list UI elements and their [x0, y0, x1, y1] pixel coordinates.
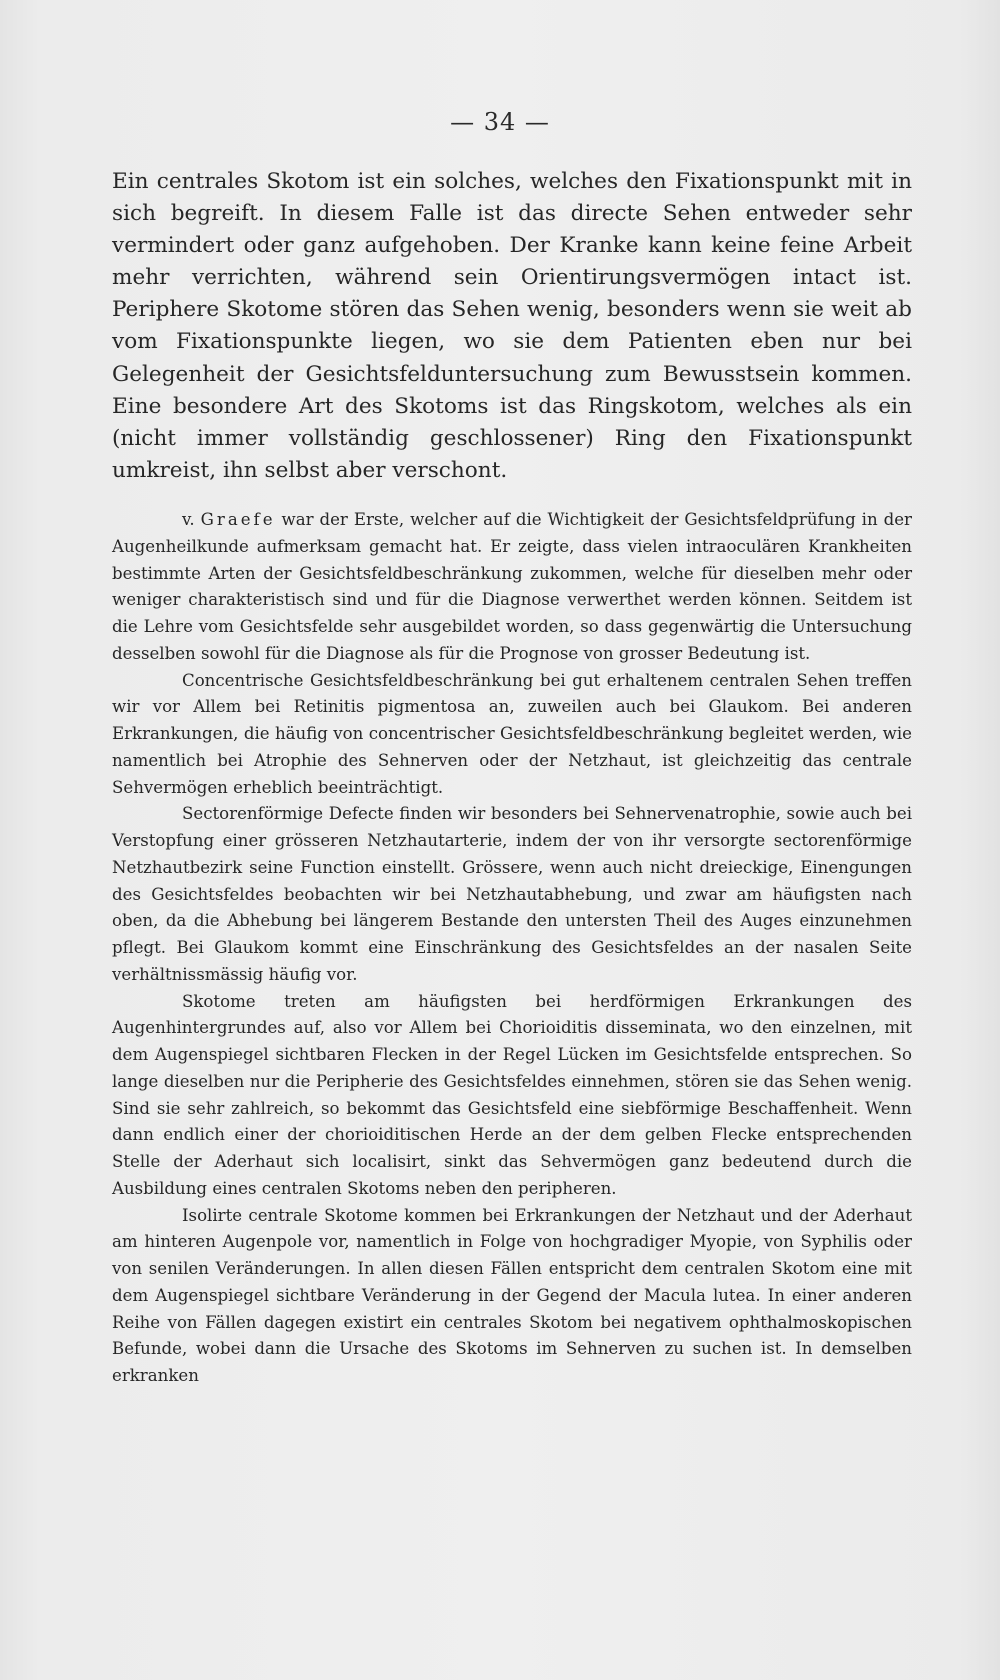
page-number: — 34 — — [450, 108, 550, 136]
paragraph-sector-defects: Sectorenförmige Defecte finden wir besonders bei Sehnervenatrophie, sowie auch bei Verstopfung einer grösseren Netzhautarterie, indem der von ihr versorgte sectorenförmige Netzhautbezirk seine Function einstellt. Grössere, wenn auch nicht dreieckige, Einengungen des Gesichtsfeldes beobachten wir bei Netzhautabhebung, und zwar am häufigsten nach oben, da die Abhebung bei längerem Bestande den untersten Theil des Auges einzunehmen pflegt. Bei Glaukom kommt eine Einschränkung des Gesichtsfeldes an der nasalen Seite verhältnissmässig häufig vor. — [112, 804, 912, 984]
paragraph-graefe — [112, 507, 912, 668]
paragraph-scotomas: Skotome treten am häufigsten bei herdförmigen Erkrankungen des Augenhintergrundes auf, also vor Allem bei Chorioiditis disseminata, wo den einzelnen, mit dem Augenspiegel sichtbaren Flecken in der Regel Lücken im Gesichtsfelde entsprechen. So lange dieselben nur die Peripherie des Gesichtsfeldes einnehmen, stören sie das Sehen wenig. Sind sie sehr zahlreich, so bekommt das Gesichtsfeld eine siebförmige Beschaffenheit. Wenn dann endlich einer der chorioiditischen Herde an der dem gelben Flecke entsprechenden Stelle der Aderhaut sich localisirt, sinkt das Sehvermögen ganz bedeutend durch die Ausbildung eines centralen Skotoms neben den peripheren. — [112, 991, 912, 1198]
paragraph-central-scotoma: Ein centrales Skotom ist ein solches, welches den Fixationspunkt mit in sich begreift. In diesem Falle ist das directe Sehen entweder sehr vermindert oder ganz aufgehoben. Der Kranke kann keine feine Arbeit mehr verrichten, während sein Orientirungsvermögen intact ist. Periphere Skotome stören das Sehen wenig, besonders wenn sie weit ab vom Fixationspunkte liegen, wo sie dem Patienten eben nur bei Gelegenheit der Gesichtsfelduntersuchung zum Bewusstsein kommen. Eine besondere Art des Skotoms ist das Ringskotom, welches als ein (nicht immer vollständig geschlossener) Ring den Fixationspunkt umkreist, ihn selbst aber verschont. — [112, 169, 912, 483]
graefe-text: war der Erste, welcher auf die Wichtigkeit der Gesichtsfeldprüfung in der Augenheilkunde aufmerksam gemacht hat. Er zeigte, dass vielen intraoculären Krankheiten bestimmte Arten der Gesichtsfeldbeschränkung zukommen, welche für dieselben mehr oder weniger charakteristisch sind und für die Diagnose verwerthet werden können. Seitdem ist die Lehre vom Gesichtsfelde sehr ausgebildet worden, so dass gegenwärtig die Untersuchung desselben sowohl für die Diagnose als für die Prognose von grosser Bedeutung ist. — [112, 510, 912, 663]
paragraph-isolated-scotomas: Isolirte centrale Skotome kommen bei Erkrankungen der Netzhaut und der Aderhaut am hinteren Augenpole vor, namentlich in Folge von hochgradiger Myopie, von Syphilis oder von senilen Veränderungen. In allen diesen Fällen entspricht dem centralen Skotom eine mit dem Augenspiegel sichtbare Veränderung in der Gegend der Macula lutea. In einer anderen Reihe von Fällen dagegen existirt ein centrales Skotom bei negativem ophthalmoskopischen Befunde, wobei dann die Ursache des Skotoms im Sehnerven zu suchen ist. In demselben erkranken — [112, 1205, 912, 1385]
graefe-prefix: v. — [182, 510, 201, 529]
main-text-large — [112, 166, 912, 487]
paragraph-concentric: Concentrische Gesichtsfeldbeschränkung bei gut erhaltenem centralen Sehen treffen wir vor Allem bei Retinitis pigmentosa an, zuweilen auch bei Glaukom. Bei anderen Erkrankungen, die häufig von concentrischer Gesichtsfeldbeschränkung begleitet werden, wie namentlich bei Atrophie des Sehnerven oder der Netzhaut, ist gleichzeitig das centrale Sehvermögen erheblich beeinträchtigt. — [112, 670, 912, 797]
main-text-small — [112, 507, 912, 1390]
graefe-name: Graefe — [200, 510, 276, 529]
